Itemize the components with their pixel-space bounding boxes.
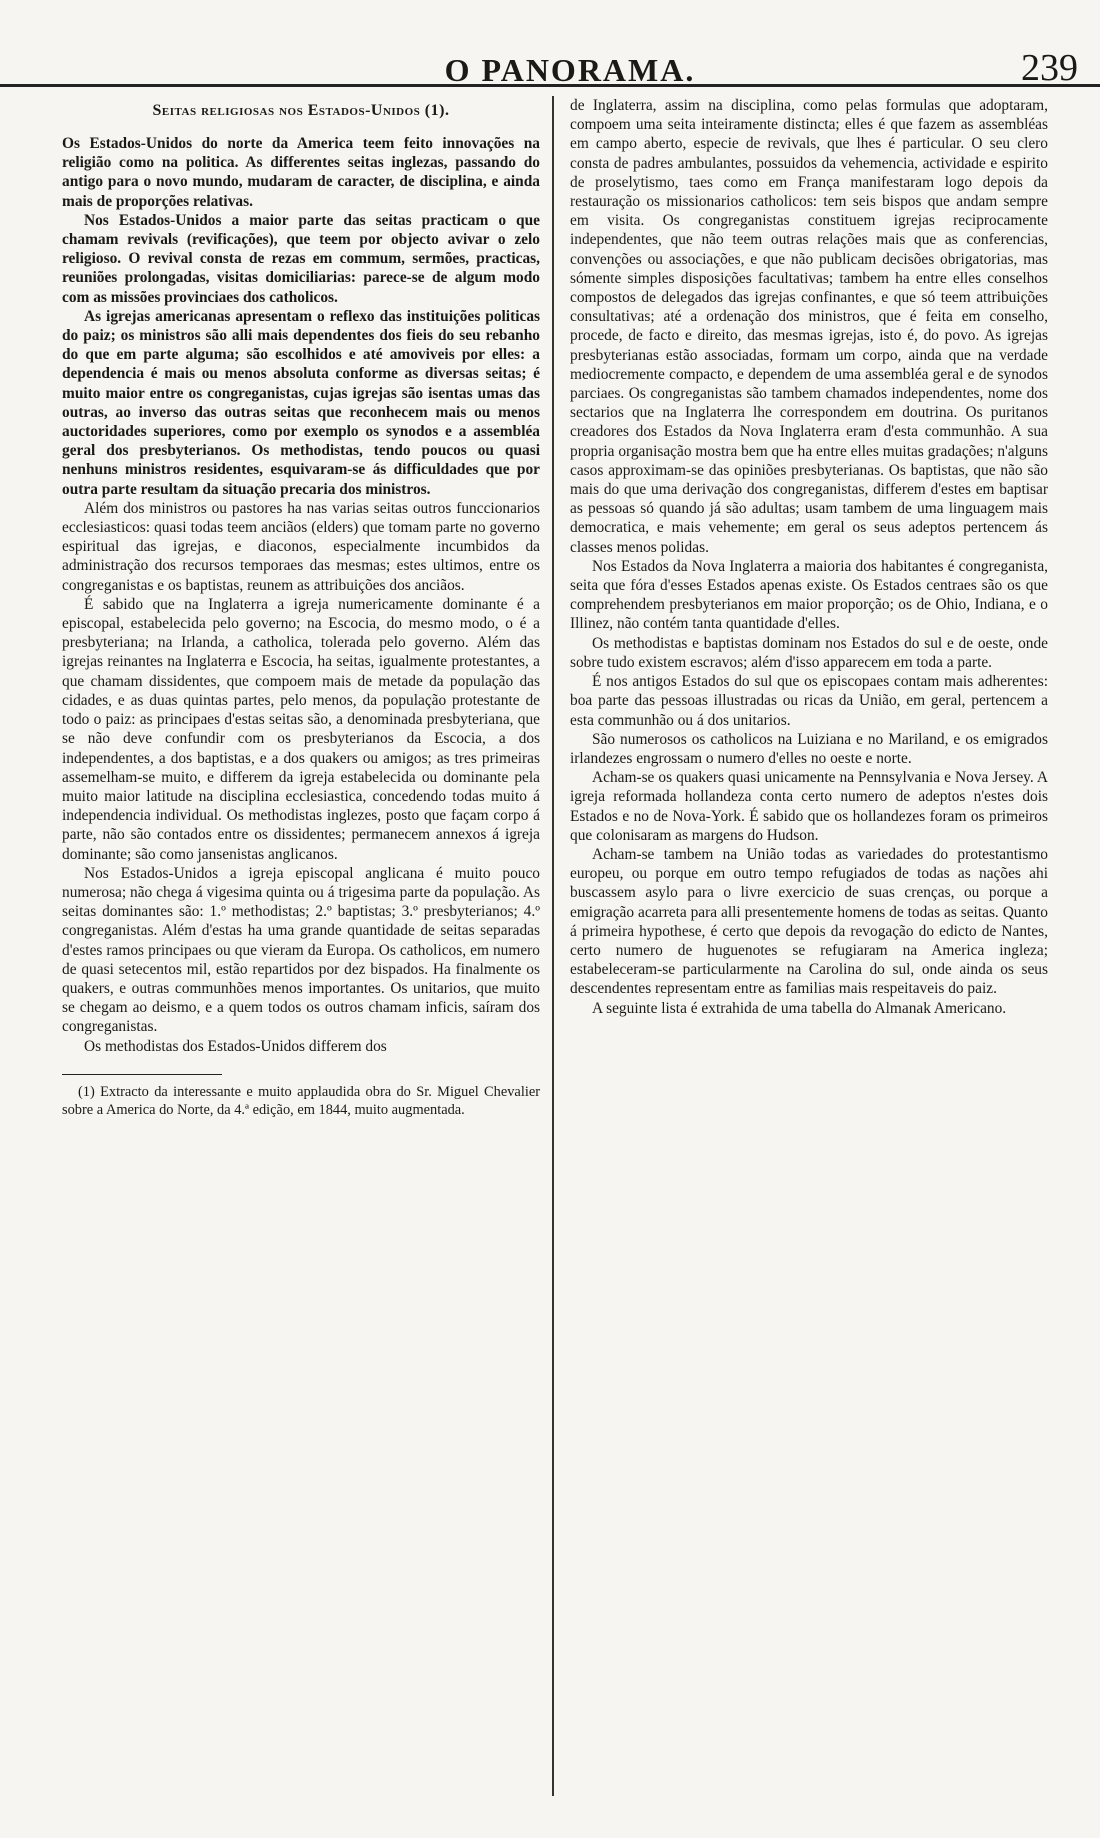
paragraph: São numerosos os catholicos na Luiziana e no Mariland, e os emigrados irlandezes engrossam o numero d'elles no oeste e norte.: [570, 730, 1048, 767]
paragraph: Nos Estados-Unidos a igreja episcopal anglicana é muito pouco numerosa; não chega á vigesima quinta ou á trigesima parte da população. As seitas dominantes são: 1.º methodistas; 2.º baptistas; 3.º presbyterianos; 4.º congreganistas. Além d'estas ha uma grande quantidade de seitas separadas d'estes ramos principaes ou que vieram da Europa. Os catholicos, em numero de quasi setecentos mil, estão repartidos por dez bispados. Ha finalmente os quakers, e outras communhões menos importantes. Os unitarios, que muito se chegam ao deismo, e a quem todos os outros chamam inficis, saíram dos congreganistas.: [62, 864, 540, 1036]
left-column: [62, 96, 552, 1818]
paragraph: Os methodistas dos Estados-Unidos differem dos: [84, 1037, 387, 1055]
paragraph: A seguinte lista é extrahida de uma tabella do Almanak Americano.: [592, 999, 1007, 1017]
footnote-text: (1) Extracto da interessante e muito applaudida obra do Sr. Miguel Chevalier sobre a America do Norte, da 4.ª edição, em 1844, muito augmentada.: [62, 1083, 540, 1118]
paragraph: Nos Estados-Unidos a maior parte das seitas practicam o que chamam revivals (revificações), que teem por objecto avivar o zelo religioso. O revival consta de rezas em commum, sermões, practicas, reuniões prolongadas, visitas domiciliarias: parece-se de algum modo com as missões provinciaes dos catholicos.: [62, 211, 540, 306]
footnote-rule: [62, 1074, 222, 1075]
paragraph: Os Estados-Unidos do norte da America teem feito innovações na religião como na politica. As differentes seitas inglezas, passando do antigo para o novo mundo, mudaram de caracter, de disciplina, e ainda mais de proporções relativas.: [62, 135, 540, 210]
intro-block: [62, 134, 540, 499]
header-rule: [0, 84, 1100, 87]
paragraph: de Inglaterra, assim na disciplina, como pelas formulas que adoptaram, compoem uma seita inteiramente distincta; elles é que fazem as assembléas em campo aberto, especie de revivals, que lhes é particular. O seu clero consta de padres ambulantes, possuidos da vehemencia, actividade e espirito de proselytismo, taes como em França manifestaram logo depois da restauração os missionarios catholicos: tem seis bispos que andam sempre em visita. Os congreganistas constituem igrejas reciprocamente independentes, que não teem outras relações mais que as conferencias, convenções ou associações, e que não publicam decisões obrigatorias, mas sómente simples disposições facultativas; tambem ha entre elles conselhos compostos de delegados das igrejas confinantes, e que só teem attribuições consultativas; até a ordenação dos ministros, que é feita em conselho, procede, de facto e direito, das mesmas igrejas, isto é, do povo. As igrejas presbyterianas estão associadas, formam um corpo, ainda que na verdade mediocremente compacto, e dependem de uma assembléa geral e de synodos parciaes. Os congreganistas são tambem chamados independentes, nome dos sectarios que na Inglaterra lhe correspondem em doutrina. Os puritanos creadores dos Estados da Nova Inglaterra eram d'esta communhão. A sua propria organisação mostra bem que ha entre elles muitas gradações; n'alguns casos approximam-se das opiniões presbyterianas. Os baptistas, que não são mais do que uma derivação dos congreganistas, differem d'estes em baptisar as pessoas só quando já são adultas; usam tambem de uma linguagem mais democratica, e mais vehemente; em geral os seus adeptos pertencem ás classes menos polidas.: [570, 97, 1048, 556]
paragraph: Acham-se os quakers quasi unicamente na Pennsylvania e Nova Jersey. A igreja reformada hollandeza conta certo numero de adeptos n'estes dois Estados e no de Nova-York. É sabido que os hollandezes foram os primeiros que colonisaram as margens do Hudson.: [570, 769, 1048, 844]
paragraph: Além dos ministros ou pastores ha nas varias seitas outros funccionarios ecclesiasticos: quasi todas teem anciãos (elders) que tomam parte no governo espiritual das igrejas, e diaconos, especialmente incumbidos da administração dos recursos temporaes das mesmas; estes ultimos, entre os congreganistas e os baptistas, reunem as attribuições dos anciãos.: [62, 499, 540, 594]
page-number: 239: [1021, 47, 1078, 89]
column-divider: [552, 96, 554, 1796]
paragraph: Acham-se tambem na União todas as variedades do protestantismo europeu, ou porque em outro tempo refugiados de todas as nações ahi buscassem asylo para o livre exercicio de suas crenças, ou porque a emigração acarreta para alli presentemente homens de todas as seitas. Quanto á primeira hypothese, é certo que depois da revogação do edicto de Nantes, certo numero de huguenotes se refugiaram na America ingleza; estabeleceram-se particularmente na Carolina do sul, onde ainda os seus descendentes representam entre as familias mais respeitaveis do paiz.: [570, 845, 1048, 998]
right-column: [564, 96, 1048, 1818]
article-title: Seitas religiosas nos Estados-Unidos (1).: [152, 102, 450, 119]
paragraph: É nos antigos Estados do sul que os episcopaes contam mais adherentes: boa parte das pessoas illustradas ou ricas da União, em geral, pertencem a esta communhão ou á dos unitarios.: [570, 673, 1048, 729]
paragraph: As igrejas americanas apresentam o reflexo das instituições politicas do paiz; os ministros são alli mais dependentes dos fieis do seu rebanho do que em parte alguma; são escolhidos e até amoviveis por elles: a dependencia é mais ou menos absoluta conforme as diversas seitas; é muito maior entre os congreganistas, cujas igrejas são isentas umas das outras, ao inverso das outras seitas que reconhecem mais ou menos auctoridades superiores, como por exemplo os synodos e a assembléa geral dos presbyterianos. Os methodistas, tendo poucos ou quasi nenhuns ministros residentes, esquivaram-se ás difficuldades que por outra parte resultam da situação precaria dos ministros.: [62, 307, 540, 498]
paragraph: Os methodistas e baptistas dominam nos Estados do sul e de oeste, onde sobre tudo existem escravos; além d'isso apparecem em toda a parte.: [570, 634, 1048, 671]
page-header: [62, 22, 1078, 89]
running-title: O PANORAMA.: [444, 52, 696, 88]
footnote: [62, 1083, 540, 1119]
paragraph: Nos Estados da Nova Inglaterra a maioria dos habitantes é congreganista, seita que fóra d'esses Estados apenas existe. Os Estados centraes são os que comprehendem presbyterianos em maior proporção; os de Ohio, Indiana, e o Illinez, não contém tanta quantidade d'elles.: [570, 557, 1048, 633]
paragraph: É sabido que na Inglaterra a igreja numericamente dominante é a episcopal, estabelecida pelo governo; na Escocia, do mesmo modo, o é a presbyteriana; na Irlanda, a catholica, tolerada pelo governo. Além das igrejas reinantes na Inglaterra e Escocia, ha seitas, igualmente protestantes, a que chamam dissidentes, que compoem mais de metade da população das cidades, e as duas quintas partes, pelo menos, da população protestante de todo o paiz: as principaes d'estas seitas são, a denominada presbyteriana, que se não deve confundir com os presbyterianos da Escocia, a dos independentes, a dos baptistas, e a dos quakers ou amigos; as tres primeiras assemelham-se muito, e differem da igreja estabelecida ou dominante pela muito maior latitude na disciplina ecclesiastica, concedendo todas muito á independencia individual. Os methodistas inglezes, posto que façam corpo á parte, não são contados entre os dissidentes; permanecem annexos á igreja dominante; são como jansenistas anglicanos.: [62, 595, 540, 863]
text-columns: [62, 96, 1078, 1818]
